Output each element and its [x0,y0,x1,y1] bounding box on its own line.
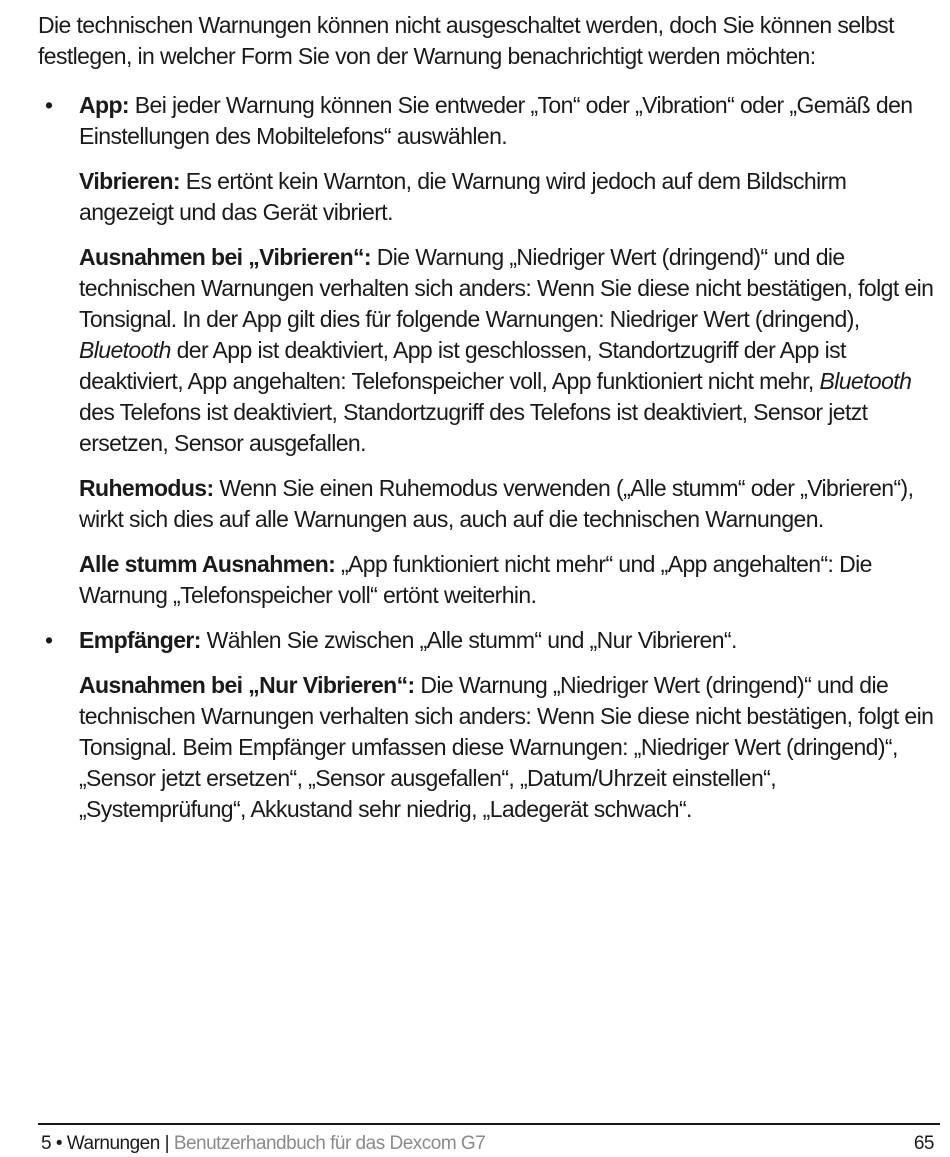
ruhemodus-paragraph [38,473,938,535]
ausnahmen-nur-vibrieren-label: Ausnahmen bei „Nur Vibrieren“: [79,672,415,698]
bullet-empfaenger [38,625,938,656]
alle-stumm-paragraph [38,549,938,611]
empfaenger-text: Wählen Sie zwischen „Alle stumm“ und „Nur Vibrieren“. [200,627,737,653]
ausnahmen-vibrieren-paragraph [38,242,938,459]
alle-stumm-text: „App funktioniert nicht mehr“ und „App angehalten“: Die Warnung „Telefonspeicher voll“ ertönt weiterhin. [79,551,872,608]
footer-manual-title: Benutzerhandbuch für das Dexcom G7 [173,1133,486,1154]
page-footer [38,1123,940,1155]
vibrieren-label: Vibrieren: [79,168,180,194]
ausnahmen-nur-vibrieren-text: Die Warnung „Niedriger Wert (dringend)“ und die technischen Warnungen verhalten sich anders: Wenn Sie diese nicht bestätigen, folgt ein Tonsignal. Beim Empfänger umfassen diese Warnungen: „Niedriger Wert (dringend)“, „Sensor jetzt ersetzen“, „Sensor ausgefallen“, „Datum/Uhrzeit einstellen“, „Systemprüfung“, Akkustand sehr niedrig, „Ladegerät schwach“. [79,672,934,822]
ausnahmen-vibrieren-text-2: der App ist deaktiviert, App ist geschlossen, Standortzugriff der App ist deaktiviert, App angehalten: Telefonspeicher voll, App funktioniert nicht mehr, [79,337,846,394]
intro-paragraph: Die technischen Warnungen können nicht ausgeschaltet werden, doch Sie können selbst festlegen, in welcher Form Sie von der Warnung benachrichtigt werden möchten: [38,12,894,69]
page-number: 65 [913,1133,934,1154]
ruhemodus-label: Ruhemodus: [79,475,214,501]
ruhemodus-text: Wenn Sie einen Ruhemodus verwenden („Alle stumm“ oder „Vibrieren“), wirkt sich dies auf alle Warnungen aus, auch auf die technischen Warnungen. [79,475,914,532]
bluetooth-term: Bluetooth [819,368,912,394]
bullet-dot: • [45,92,53,118]
footer-left [38,1133,485,1155]
ausnahmen-vibrieren-label: Ausnahmen bei „Vibrieren“: [79,244,371,270]
alle-stumm-label: Alle stumm Ausnahmen: [79,551,336,577]
bullet-dot: • [45,627,53,653]
footer-section: 5 • Warnungen [41,1133,160,1154]
bluetooth-term: Bluetooth [79,337,171,363]
page-body [38,10,938,839]
ausnahmen-nur-vibrieren-paragraph [38,670,938,825]
empfaenger-label: Empfänger: [79,627,201,653]
bullet-app [38,90,938,152]
ausnahmen-vibrieren-text-1: Die Warnung „Niedriger Wert (dringend)“ und die technischen Warnungen verhalten sich anders: Wenn Sie diese nicht bestätigen, folgt ein Tonsignal. In der App gilt dies für folgende Warnungen: Niedriger Wert (dringend), [79,244,934,332]
app-text: Bei jeder Warnung können Sie entweder „Ton“ oder „Vibration“ oder „Gemäß den Einstellungen des Mobiltelefons“ auswählen. [79,92,913,149]
ausnahmen-vibrieren-text-3: des Telefons ist deaktiviert, Standortzugriff des Telefons ist deaktiviert, Sensor jetzt ersetzen, Sensor ausgefallen. [79,399,868,456]
vibrieren-paragraph [38,166,938,228]
footer-separator: | [159,1133,174,1154]
vibrieren-text: Es ertönt kein Warnton, die Warnung wird jedoch auf dem Bildschirm angezeigt und das Gerät vibriert. [79,168,847,225]
app-label: App: [79,92,129,118]
